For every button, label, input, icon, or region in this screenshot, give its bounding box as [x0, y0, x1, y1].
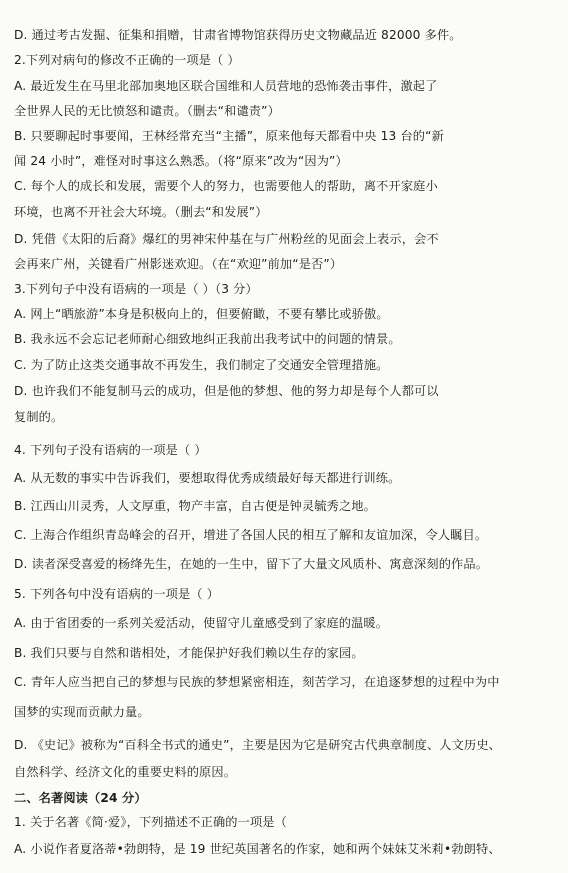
q3-option-d-line2: 复制的。 — [14, 410, 64, 424]
q2-option-d-line1: D. 凭借《太阳的后裔》爆红的男神宋仲基在与广州粉丝的见面会上表示，会不 — [14, 232, 439, 246]
q2-option-a-line2: 全世界人民的无比愤怒和谴责。（删去“和谴责”） — [14, 104, 280, 118]
q2-option-a-line1: A. 最近发生在马里北部加奥地区联合国维和人员营地的恐怖袭击事件，激起了 — [14, 79, 438, 93]
q4-option-d: D. 读者深受喜爱的杨绛先生，在她的一生中，留下了大量文风质朴、寓意深刻的作品。 — [14, 557, 489, 571]
q3-option-b: B. 我永远不会忘记老师耐心细致地纠正我前出我考试中的问题的情景。 — [14, 332, 401, 346]
s2-q1-stem: 1. 关于名著《简·爱》，下列描述不正确的一项是（ — [14, 815, 287, 829]
q3-option-c: C. 为了防止这类交通事故不再发生，我们制定了交通安全管理措施。 — [14, 358, 389, 372]
q2-option-b-line2: 闻 24 小时”，难怪对时事这么熟悉。（将“原来”改为“因为”） — [14, 154, 348, 168]
q4-option-b: B. 江西山川灵秀，人文厚重，物产丰富，自古便是钟灵毓秀之地。 — [14, 499, 377, 513]
q2-stem: 2.下列对病句的修改不正确的一项是（ ） — [14, 53, 240, 67]
q2-option-c-line2: 环境，也离不开社会大环境。（删去“和发展”） — [14, 205, 268, 219]
q3-option-a: A. 网上“晒旅游”本身是积极向上的，但要俯瞰，不要有攀比或骄傲。 — [14, 307, 389, 321]
q2-option-b-line1: B. 只要聊起时事要闻，王林经常充当“主播”，原来他每天都看中央 13 台的“新 — [14, 129, 444, 143]
q2-option-d-line2: 会再来广州，关键看广州影迷欢迎。（在“欢迎”前加“是否”） — [14, 257, 343, 271]
q5-option-d-line1: D. 《史记》被称为“百科全书式的通史”，主要是因为它是研究古代典章制度、人文历史、 — [14, 738, 501, 752]
q5-option-c-line1: C. 青年人应当把自己的梦想与民族的梦想紧密相连，刻苦学习，在追逐梦想的过程中为中 — [14, 675, 500, 689]
q4-stem: 4. 下列句子没有语病的一项是（ ） — [14, 443, 207, 457]
q4-option-a: A. 从无数的事实中告诉我们，要想取得优秀成绩最好每天都进行训练。 — [14, 471, 401, 485]
q3-stem: 3.下列句子中没有语病的一项是（ ）（3 分） — [14, 282, 258, 296]
q5-stem: 5. 下列各句中没有语病的一项是（ ） — [14, 587, 220, 601]
s2-q1-option-a: A. 小说作者夏洛蒂•勃朗特，是 19 世纪英国著名的作家，她和两个妹妹艾米莉•勃朗特、 — [14, 842, 501, 856]
q5-option-a: A. 由于省团委的一系列关爱活动，使留守儿童感受到了家庭的温暖。 — [14, 616, 389, 630]
section-2-heading: 二、名著阅读（24 分） — [14, 791, 147, 805]
q5-option-b: B. 我们只要与自然和谐相处，才能保护好我们赖以生存的家园。 — [14, 646, 364, 660]
q4-option-c: C. 上海合作组织青岛峰会的召开，增进了各国人民的相互了解和友谊加深，令人瞩目。 — [14, 528, 488, 542]
q3-option-d-line1: D. 也许我们不能复制马云的成功，但是他的梦想、他的努力却是每个人都可以 — [14, 384, 439, 398]
q2-option-c-line1: C. 每个人的成长和发展，需要个人的努力，也需要他人的帮助，离不开家庭小 — [14, 179, 438, 193]
q5-option-d-line2: 自然科学、经济文化的重要史料的原因。 — [14, 765, 237, 779]
q5-option-c-line2: 国梦的实现而贡献力量。 — [14, 705, 150, 719]
q1-option-d: D. 通过考古发掘、征集和捐赠，甘肃省博物馆获得历史文物藏品近 82000 多件。 — [14, 28, 462, 42]
